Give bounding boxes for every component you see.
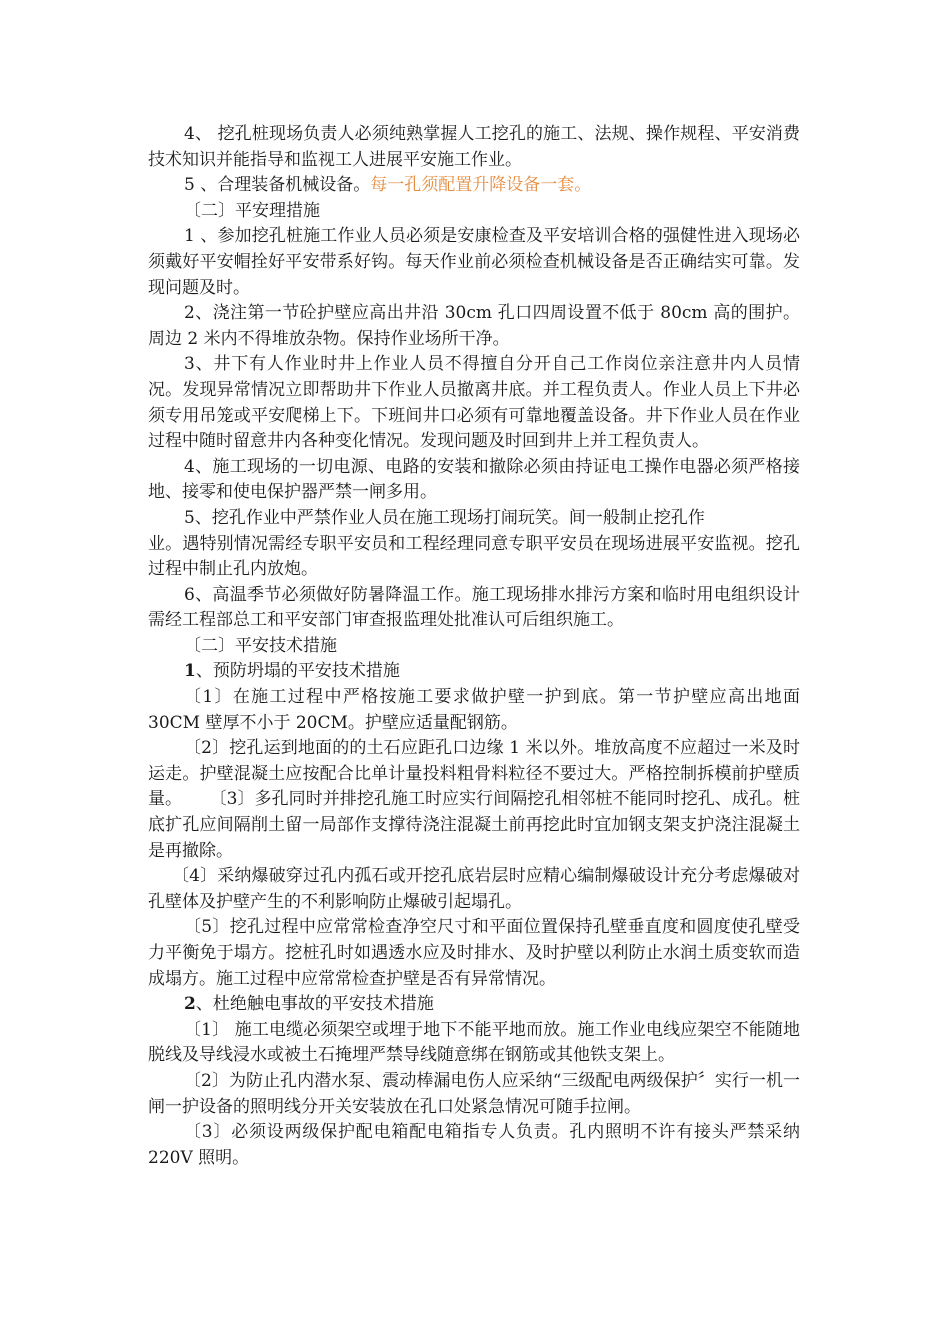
paragraph: 〔1〕 施工电缆必须架空或埋于地下不能平地而放。施工作业电线应架空不能随地脱线及导线浸水或被土石掩埋严禁导线随意绑在钢筋或其他铁支架上。 bbox=[148, 1019, 800, 1066]
paragraph: 4、施工现场的一切电源、电路的安装和撤除必须由持证电工操作电器必须严格接地、接零和使电保护器严禁一闸多用。 bbox=[148, 456, 800, 503]
paragraph: 〔5〕挖孔过程中应常常检查净空尺寸和平面位置保持孔壁垂直度和圆度使孔壁受力平衡免于塌方。挖桩孔时如遇透水应及时排水、及时护壁以利防止水润土质变软而造成塌方。施工过程中应常常检查护壁是否有异常情况。 bbox=[148, 917, 800, 989]
paragraph: 6、高温季节必须做好防暑降温工作。施工现场排水排污方案和临时用电组织设计需经工程部总工和平安部门审查报监理处批准认可后组织施工。 bbox=[148, 584, 800, 631]
paragraph: 业。遇特别情况需经专职平安员和工程经理同意专职平安员在现场进展平安监视。挖孔过程中制止孔内放炮。 bbox=[148, 533, 800, 580]
highlighted-text: 每一孔须配置升降设备一套。 bbox=[370, 175, 592, 196]
paragraph: 4、 挖孔桩现场负责人必须纯熟掌握人工挖孔的施工、法规、操作规程、平安消费技术知识并能指导和监视工人进展平安施工作业。 bbox=[148, 124, 800, 170]
heading-number: 1 bbox=[184, 661, 196, 682]
paragraph: 〔3〕必须设两级保护配电箱配电箱指专人负责。孔内照明不许有接头严禁采纳 220V 照明。 bbox=[148, 1122, 800, 1168]
heading-number: 2 bbox=[184, 994, 196, 1015]
paragraph: 3、井下有人作业时井上作业人员不得擅自分开自己工作岗位亲注意井内人员情况。发现异常情况立即帮助井下作业人员撤离井底。并工程负责人。作业人员上下井必须专用吊笼或平安爬梯上下。下班间井口必须有可靠地覆盖设备。井下作业人员在作业过程中随时留意井内各种变化情况。发现问题及时回到井上并工程负责人。 bbox=[148, 354, 800, 452]
heading-text: 、预防坍塌的平安技术措施 bbox=[195, 661, 400, 682]
paragraph: 〔2〕为防止孔内潜水泵、震动棒漏电伤人应采纳“三级配电两级保护〞实行一机一闸一护设备的照明线分开关安装放在孔口处紧急情况可随手拉闸。 bbox=[148, 1070, 800, 1117]
paragraph: 2、浇注第一节砼护壁应高出井沿 30cm 孔口四周设置不低于 80cm 高的围护。周边 2 米内不得堆放杂物。保持作业场所干净。 bbox=[148, 303, 800, 349]
heading-text: 、杜绝触电事故的平安技术措施 bbox=[195, 994, 434, 1015]
document-body bbox=[148, 122, 800, 1171]
paragraph-text: 5 、合理装备机械设备。 bbox=[184, 175, 371, 196]
paragraph: 1 、参加挖孔桩施工作业人员必须是安康检查及平安培训合格的强健性进入现场必须戴好平安帽拴好平安带系好钩。每天作业前必须检查机械设备是否正确结实可靠。发现问题及时。 bbox=[148, 226, 800, 298]
paragraph-text: 〔2〕挖孔运到地面的的土石应距孔口边缘 1 米以外。堆放高度不应超过一米及时运走。护壁混凝土应按配合比单计量投料粗骨料粒径不要过大。严格控制拆模前护壁质量。 bbox=[148, 738, 800, 810]
paragraph bbox=[148, 173, 800, 199]
subsection-heading bbox=[148, 992, 800, 1018]
subsection-heading bbox=[148, 659, 800, 685]
paragraph bbox=[148, 736, 800, 864]
section-heading: 〔二〕平安理措施 bbox=[184, 200, 320, 221]
paragraph: 5、挖孔作业中严禁作业人员在施工现场打闹玩笑。间一般制止挖孔作 bbox=[184, 507, 705, 528]
paragraph: 〔1〕在施工过程中严格按施工要求做护壁一护到底。第一节护壁应高出地面 30CM 壁厚不小于 20CM。护壁应适量配钢筋。 bbox=[148, 687, 800, 733]
paragraph: 〔4〕采纳爆破穿过孔内孤石或开挖孔底岩层时应精心编制爆破设计充分考虑爆破对孔壁体及护壁产生的不利影响防止爆破引起塌孔。 bbox=[148, 866, 800, 912]
paragraph-text: 〔3〕多孔同时并排挖孔施工时应实行间隔挖孔相邻桩不能同时挖孔、成孔。桩底扩孔应间隔削土留一局部作支撑待浇注混凝土前再挖此时宜加钢支架支护浇注混凝土是再撤除。 bbox=[148, 789, 800, 861]
section-heading: 〔二〕平安技术措施 bbox=[184, 635, 337, 656]
